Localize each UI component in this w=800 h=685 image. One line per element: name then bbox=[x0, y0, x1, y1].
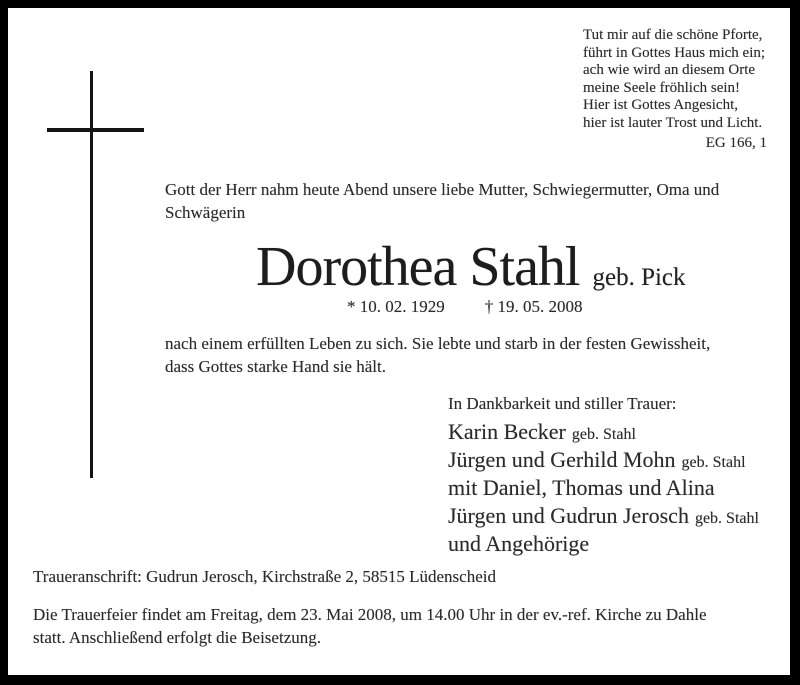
birth-date: * 10. 02. 1929 bbox=[347, 297, 445, 316]
hymn-line: meine Seele fröhlich sein! bbox=[583, 79, 741, 96]
mourner-name: und Angehörige bbox=[448, 531, 590, 556]
hymn-line: führt in Gottes Haus mich ein; bbox=[583, 44, 766, 61]
body-line: nach einem erfüllten Leben zu sich. Sie lebte und starb in der festen Gewissheit, bbox=[165, 334, 711, 353]
intro-line: Schwägerin bbox=[165, 202, 246, 222]
mourner-maiden-name: geb. Stahl bbox=[681, 454, 746, 471]
deceased-name: Dorothea Stahl bbox=[256, 236, 580, 298]
mourners-list bbox=[448, 419, 759, 559]
mourner-row bbox=[448, 503, 759, 531]
body-line: dass Gottes starke Hand sie hält. bbox=[165, 356, 386, 376]
mourner-row bbox=[448, 447, 759, 475]
funeral-line: statt. Anschließend erfolgt die Beisetzung. bbox=[33, 627, 321, 647]
mourner-maiden-name: geb. Stahl bbox=[694, 510, 759, 527]
cross-horizontal-bar bbox=[47, 128, 144, 132]
mourner-maiden-name: geb. Stahl bbox=[571, 426, 636, 443]
hymn-verse bbox=[583, 27, 767, 153]
mourner-row bbox=[448, 531, 759, 559]
mourner-row bbox=[448, 419, 759, 447]
hymn-line: Tut mir auf die schöne Pforte, bbox=[583, 27, 763, 43]
hymn-attribution: EG 166, 1 bbox=[705, 135, 767, 151]
life-dates bbox=[347, 298, 583, 315]
funeral-line: Die Trauerfeier findet am Freitag, dem 23. Mai 2008, um 14.00 Uhr in der ev.-ref. Kirche zu Dahle bbox=[33, 605, 707, 624]
deceased-maiden-name: geb. Pick bbox=[592, 264, 686, 291]
intro-line: Gott der Herr nahm heute Abend unsere liebe Mutter, Schwiegermutter, Oma und bbox=[165, 180, 720, 199]
deceased-name-row bbox=[256, 236, 686, 298]
mourner-row bbox=[448, 475, 759, 503]
intro-paragraph bbox=[165, 179, 719, 224]
hymn-line: ach wie wird an diesem Orte bbox=[583, 62, 756, 78]
mourning-intro: In Dankbarkeit und stiller Trauer: bbox=[448, 394, 677, 413]
funeral-details bbox=[33, 604, 707, 649]
hymn-line: hier ist lauter Trost und Licht. bbox=[583, 114, 763, 131]
hymn-line: Hier ist Gottes Angesicht, bbox=[583, 97, 738, 113]
mourning-address: Traueranschrift: Gudrun Jerosch, Kirchstraße 2, 58515 Lüdenscheid bbox=[33, 567, 496, 586]
cross-vertical-bar bbox=[90, 71, 93, 478]
death-date: † 19. 05. 2008 bbox=[484, 297, 583, 316]
mourner-name: Jürgen und Gerhild Mohn bbox=[448, 447, 676, 472]
mourner-name: Karin Becker bbox=[448, 419, 566, 444]
mourner-name: Jürgen und Gudrun Jerosch bbox=[448, 503, 689, 528]
mourner-name: mit Daniel, Thomas und Alina bbox=[448, 475, 715, 500]
body-paragraph bbox=[165, 333, 710, 378]
